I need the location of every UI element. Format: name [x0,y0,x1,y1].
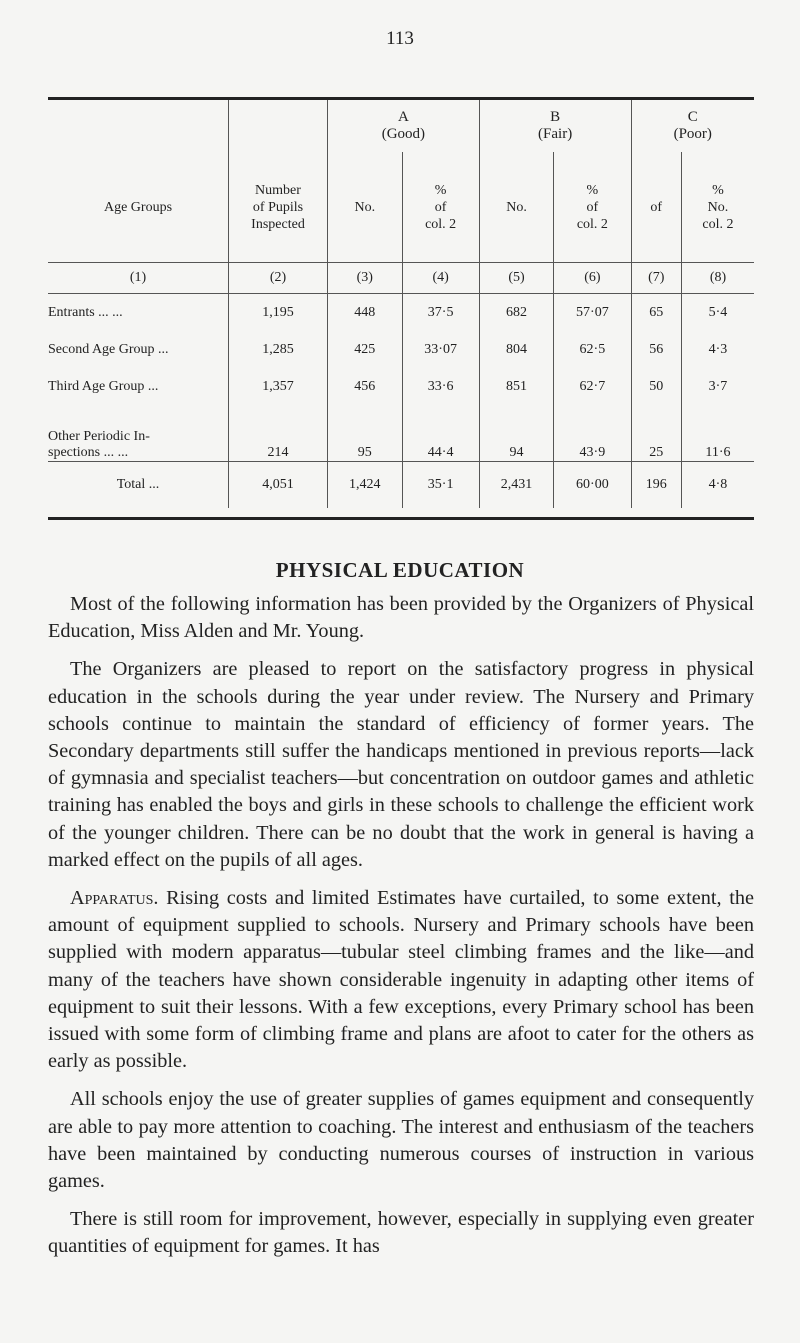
paragraph: There is still room for improvement, however, especially in supplying even greater quantities of equipment for games. It has [48,1208,754,1258]
c-pct-header [681,152,754,263]
table-row [48,405,754,462]
row-label-line: spections ... ... [48,445,129,460]
row-label: Third Age Group ... [48,378,159,394]
column-number: (4) [402,263,479,294]
column-number: (5) [479,263,554,294]
table-cell: 25 [631,405,681,462]
table-cell: 44·4 [402,405,479,462]
table-cell: 456 [328,368,403,405]
paragraph: The Organizers are pleased to report on the satisfactory progress in physical education in the schools during the year under review. The Nursery and Primary schools continue to maintain the standard of efficiency of former years. The Secondary departments still suffer the handicaps mentioned in previous reports—lack of gymnasia and specialist teachers—but concentration on outdoor games and athletic training has enabled the boys and girls in these schools to challenge the efficient work of the younger children. There can be no doubt that the work in general is having a marked effect on the pupils of all ages. [48,658,754,871]
blank-header [229,100,328,152]
row-label: Second Age Group ... [48,341,169,357]
table-cell: 50 [631,368,681,405]
table-cell: 1,195 [229,294,328,332]
pct-header-line: of [586,199,599,215]
table-cell: 5·4 [681,294,754,332]
table-cell: 60·00 [554,462,631,509]
column-number-row [48,263,754,294]
paragraph-apparatus [48,885,754,1075]
table-cell: 196 [631,462,681,509]
a-pct-header [402,152,479,263]
group-b-label: (Fair) [538,126,573,142]
group-a-label: (Good) [381,126,426,142]
total-label: Total ... [48,462,229,509]
table-cell: 4,051 [229,462,328,509]
pupils-header-line: Inspected [251,216,305,232]
table-cell: 62·7 [554,368,631,405]
pct-header-line: of [434,199,447,215]
group-c-label: (Poor) [673,126,712,142]
column-number: (1) [48,263,229,294]
paragraph: Most of the following information has been provided by the Organizers of Physical Education, Miss Alden and Mr. Young. [48,593,754,643]
table-cell: 448 [328,294,403,332]
paragraph-lead: Apparatus. [70,887,159,910]
pct-header-line: col. 2 [425,216,457,232]
body-text [48,591,754,1272]
total-row [48,462,754,509]
group-header-row [48,100,754,152]
a-no-header: No. [328,152,403,263]
paragraph-text: Rising costs and limited Estimates have curtailed, to some extent, the amount of equipment supplied to schools. Nursery and Primary schools have been supplied with modern apparatus—tubular steel climbing frames and the like—and many of the teachers have shown considerable ingenuity in adapting other items of equipment to suit their lessons. With a few exceptions, every Primary school has been issued with some form of climbing frame and plans are afoot to cater for the others as early as possible. [48,887,754,1073]
pupils-header [229,152,328,263]
table-row [48,368,754,405]
pct-header-line: % [434,182,447,198]
row-label-line: Other Periodic In- [48,429,150,444]
pct-header-line: % [586,182,599,198]
group-a-letter: A [397,109,409,125]
c-of-header: of [631,152,681,263]
table-cell: 56 [631,331,681,368]
group-b-header [479,100,631,152]
pct-header-line: No. [707,199,729,215]
table-row [48,331,754,368]
table-cell: 33·6 [402,368,479,405]
table-cell: 35·1 [402,462,479,509]
pct-header-line: col. 2 [702,216,734,232]
column-number: (8) [681,263,754,294]
row-label: Entrants ... ... [48,304,123,320]
table-row [48,294,754,332]
column-header-row [48,152,754,263]
page-number: 113 [386,28,414,49]
table-cell: 682 [479,294,554,332]
table-cell: 65 [631,294,681,332]
column-number: (3) [328,263,403,294]
table-cell: 11·6 [681,405,754,462]
table-cell: 62·5 [554,331,631,368]
table-cell: 4·8 [681,462,754,509]
b-no-header: No. [479,152,554,263]
paragraph: All schools enjoy the use of greater supplies of games equipment and consequently are able to pay more attention to coaching. The interest and enthusiasm of the teachers have been maintained by conducting numerous courses of instruction in various games. [48,1088,754,1193]
column-number: (2) [229,263,328,294]
table-cell: 1,357 [229,368,328,405]
section-heading: PHYSICAL EDUCATION [275,558,525,582]
table-cell: 1,285 [229,331,328,368]
group-b-letter: B [550,109,561,125]
table-cell: 37·5 [402,294,479,332]
table-cell: 4·3 [681,331,754,368]
table-cell: 2,431 [479,462,554,509]
table-cell: 214 [229,405,328,462]
column-number: (6) [554,263,631,294]
table-cell: 94 [479,405,554,462]
pct-header-line: % [712,182,724,198]
column-number: (7) [631,263,681,294]
table-cell: 43·9 [554,405,631,462]
inspection-table [48,100,754,508]
pupils-header-line: of Pupils [252,199,304,215]
group-c-letter: C [687,109,698,125]
table-cell: 57·07 [554,294,631,332]
b-pct-header [554,152,631,263]
table-cell: 1,424 [328,462,403,509]
table-cell: 425 [328,331,403,368]
table-cell: 95 [328,405,403,462]
age-groups-header: Age Groups [103,199,173,215]
table-bottom-rule [48,517,754,520]
table-cell: 3·7 [681,368,754,405]
row-label [48,405,229,462]
group-a-header [328,100,480,152]
pupils-header-line: Number [255,182,301,198]
blank-header [48,100,229,152]
group-c-header [631,100,754,152]
pct-header-line: col. 2 [576,216,608,232]
table-cell: 33·07 [402,331,479,368]
table-cell: 851 [479,368,554,405]
table-cell: 804 [479,331,554,368]
